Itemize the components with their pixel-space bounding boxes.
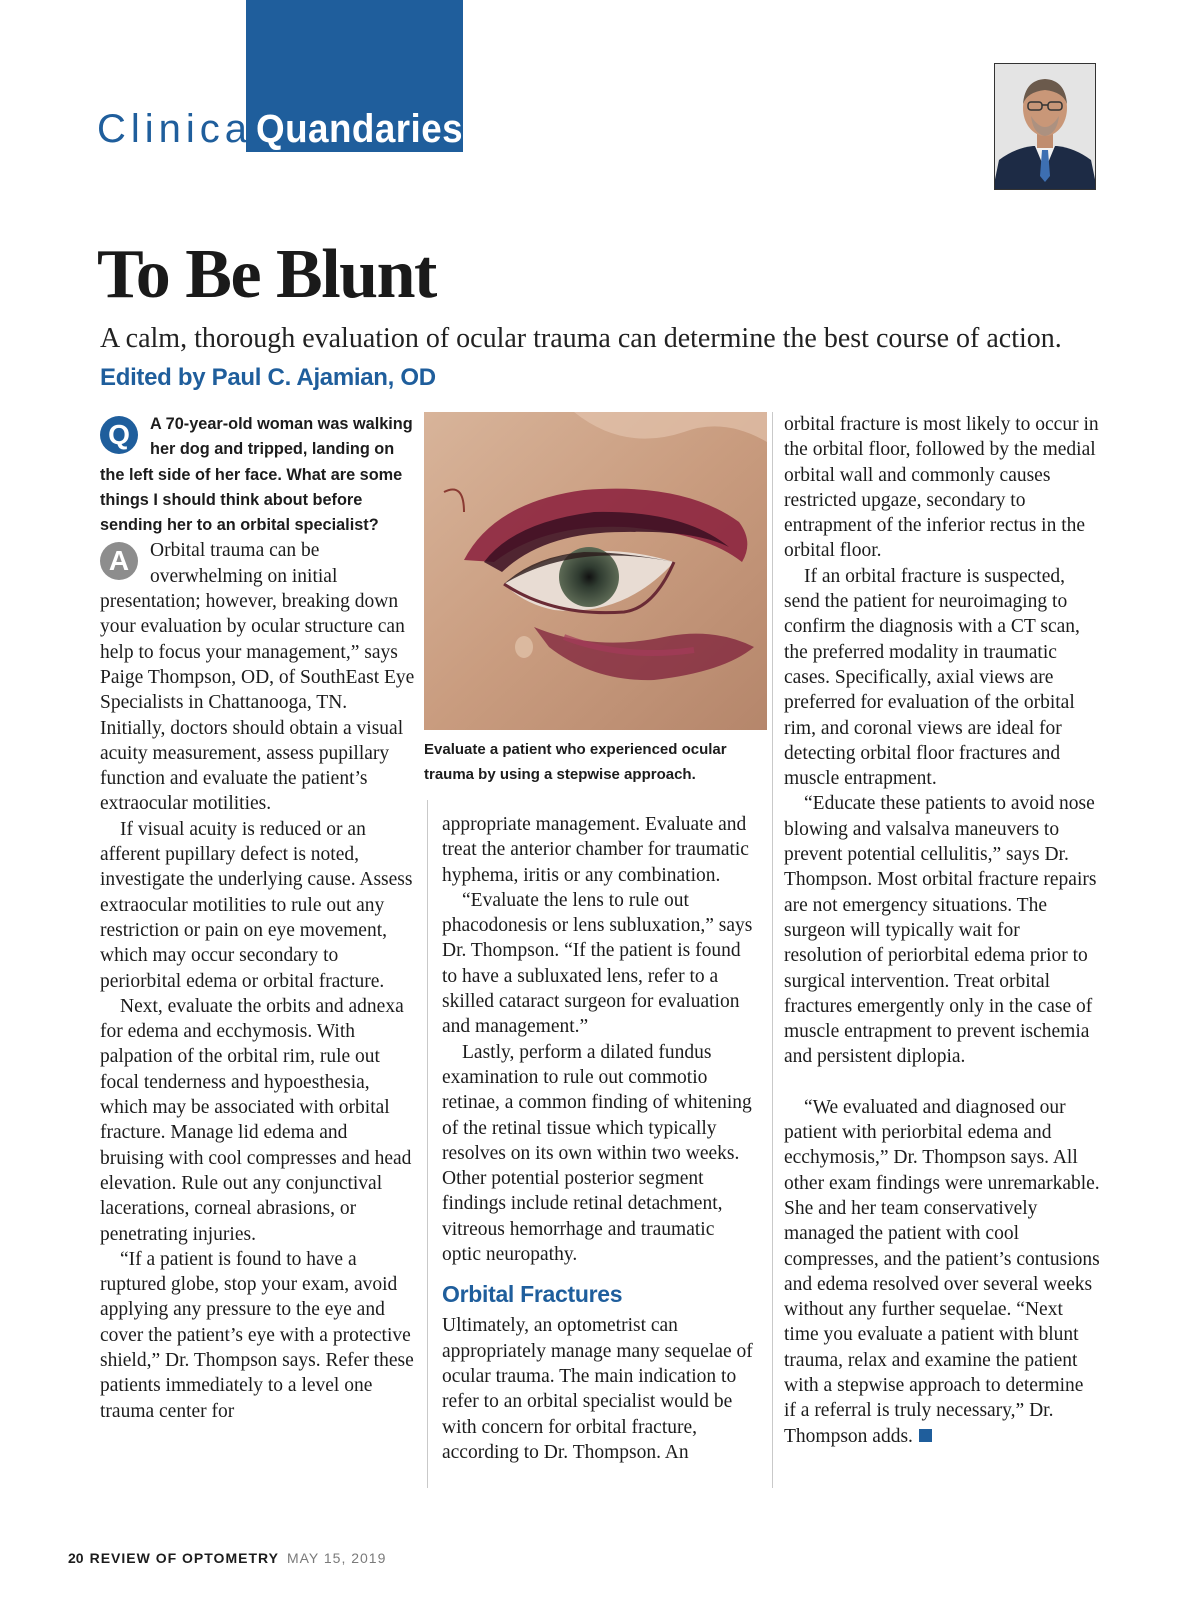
section-label-quandaries: Quandaries — [256, 107, 464, 151]
body-paragraph: “If a patient is found to have a ruptured globe, stop your exam, avoid applying any pressure to the eye and cover the patient’s eye with a protective shield,” Dr. Thompson says. Refer these patients immediately to a level one trauma center for — [100, 1248, 414, 1422]
end-of-article-mark — [919, 1429, 932, 1442]
body-paragraph — [784, 1095, 1100, 1449]
deck-text: A calm, thorough evaluation of ocular trauma can determine the best course of action. — [100, 323, 1062, 354]
answer-badge: A — [100, 542, 138, 580]
article-title: To Be Blunt — [97, 236, 436, 313]
publication-name: REVIEW OF OPTOMETRY — [89, 1550, 279, 1566]
photo-caption: Evaluate a patient who experienced ocular trauma by using a stepwise approach. — [424, 741, 727, 783]
page-number: 20 — [68, 1550, 84, 1566]
column-divider — [427, 800, 428, 1488]
headshot-illustration — [995, 64, 1095, 189]
body-paragraph: “Evaluate the lens to rule out phacodonesis or lens subluxation,” says Dr. Thompson. “If the patient is found to have a subluxated lens, refer to a skilled cataract surgeon for evaluation and management.” — [442, 889, 753, 1038]
column-divider — [772, 412, 773, 1488]
section-subhead: Orbital Fractures — [442, 1281, 623, 1308]
column-left — [100, 412, 416, 1424]
body-paragraph: Next, evaluate the orbits and adnexa for edema and ecchymosis. With palpation of the orbital rim, rule out focal tenderness and hypoesthesia, which may be associated with orbital fracture. Manage lid edema and bruising with cool compresses and head elevation. Rule out any conjunctival lacerations, corneal abrasions, or penetrating injuries. — [100, 995, 412, 1245]
column-right — [784, 412, 1100, 1449]
section-label-clinical: Clinical — [97, 107, 266, 151]
issue-date: MAY 15, 2019 — [286, 1550, 387, 1566]
trauma-photo — [424, 412, 767, 730]
article-deck — [100, 320, 1110, 397]
bruised-eye-image — [424, 412, 767, 730]
body-paragraph: If visual acuity is reduced or an afferent pupillary defect is noted, investigate the underlying cause. Assess extraocular motilities to rule out any restriction or pain on eye movement, which may occur secondary to periorbital edema or orbital fracture. — [100, 818, 413, 992]
body-paragraph: appropriate management. Evaluate and treat the anterior chamber for traumatic hyphema, iritis or any combination. — [442, 814, 749, 886]
page-footer — [68, 1549, 386, 1567]
body-paragraph: Lastly, perform a dilated fundus examination to rule out commotio retinae, a common finding of whitening of the retinal tissue which typically resolves on its own within two weeks. Other potential posterior segment findings include retinal detachment, vitreous hemorrhage and traumatic optic neuropathy. — [442, 1041, 752, 1266]
body-paragraph: If an orbital fracture is suspected, send the patient for neuroimaging to confirm the diagnosis with a CT scan, the preferred modality in traumatic cases. Specifically, axial views are preferred for evaluation of the orbital rim, and coronal views are ideal for detecting orbital floor fractures and muscle entrapment. — [784, 565, 1080, 790]
question-text: A 70-year-old woman was walking her dog and tripped, landing on the left side of her face. What are some things I should think about before sending her to an orbital specialist? — [100, 415, 413, 535]
question-block — [100, 412, 416, 538]
paragraph-text: Orbital trauma can be overwhelming on initial presentation; however, breaking down your evaluation by ocular structure can help to focus your management,” says Paige Thompson, OD, of SouthEast Eye Specialists in Chattanooga, TN. Initially, doctors should obtain a visual acuity measurement, assess pupillary function and evaluate the patient’s extraocular motilities. — [100, 540, 415, 815]
paragraph-text: “We evaluated and diagnosed our patient with periorbital edema and ecchymosis,” Dr. Thompson says. All other exam findings were unremarkable. She and her team conservatively managed the patient with cool compresses, and the patient’s contusions and edema resolved over several weeks without any further sequelae. “Next time you evaluate a patient with blunt trauma, relax and examine the patient with a stepwise approach to determine if a referral is truly necessary,” Dr. Thompson adds. — [784, 1096, 1100, 1447]
editor-credit: Edited by Paul C. Ajamian, OD — [100, 364, 436, 391]
column-middle — [442, 812, 758, 1465]
editor-headshot — [994, 63, 1096, 190]
body-paragraph: Ultimately, an optometrist can appropriately manage many sequelae of ocular trauma. The main indication to refer to an orbital specialist would be with concern for orbital fracture, according to Dr. Thompson. An — [442, 1315, 753, 1463]
body-paragraph — [100, 538, 416, 816]
body-paragraph: orbital fracture is most likely to occur in the orbital floor, followed by the medial orbital wall and commonly causes restricted upgaze, secondary to entrapment of the inferior rectus in the orbital floor. — [784, 414, 1099, 562]
body-paragraph: “Educate these patients to avoid nose blowing and valsalva maneuvers to prevent potential cellulitis,” says Dr. Thompson. Most orbital fracture repairs are not emergency situations. The surgeon will typically wait for resolution of periorbital edema prior to surgical intervention. Treat orbital fractures emergently only in the case of muscle entrapment to prevent ischemia and persistent diplopia. — [784, 793, 1097, 1068]
question-badge: Q — [100, 416, 138, 454]
